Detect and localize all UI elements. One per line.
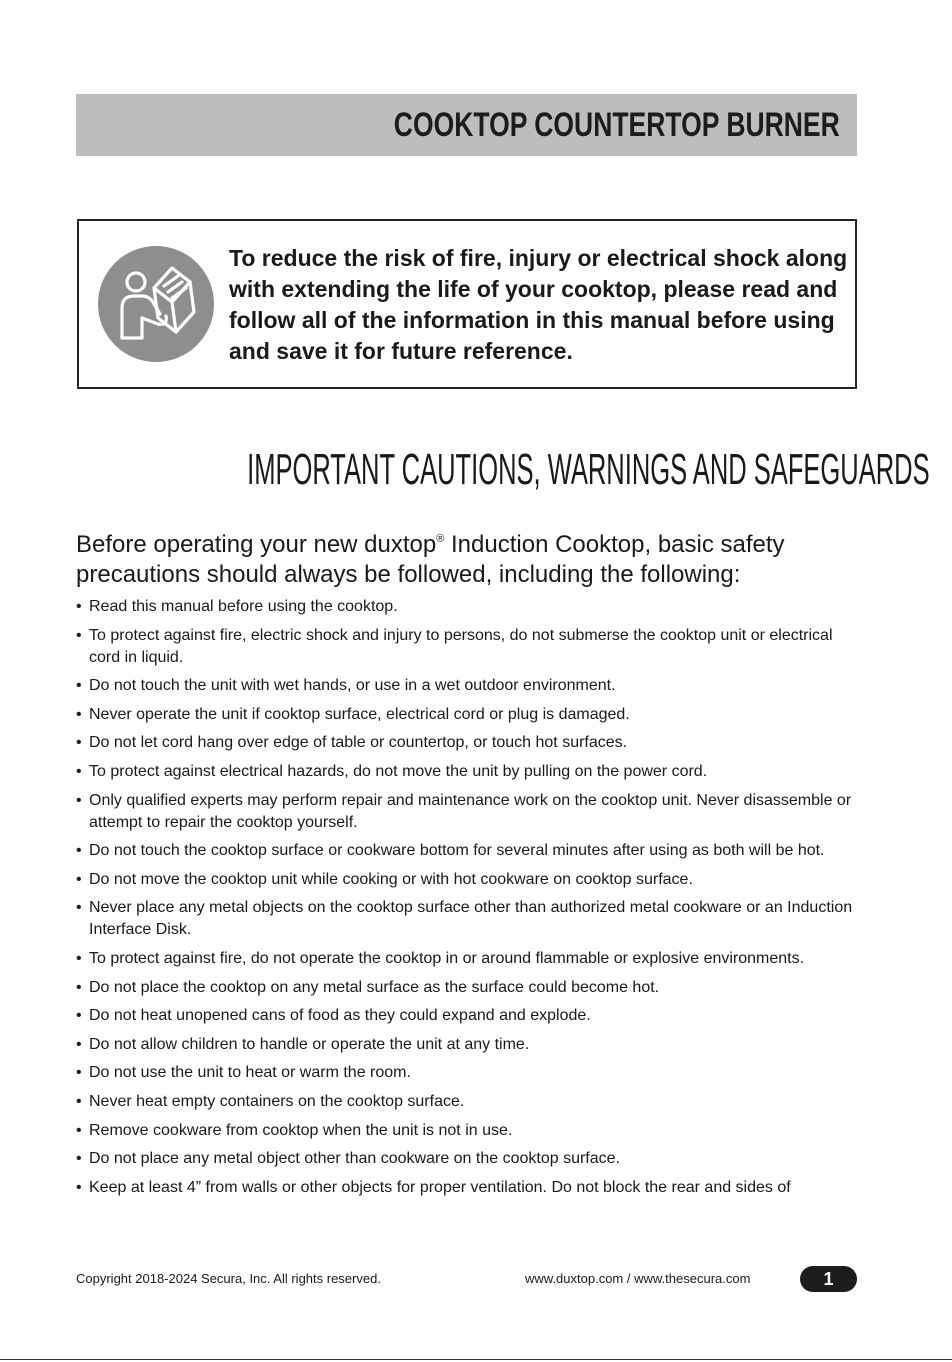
- page-title: COOKTOP COUNTERTOP BURNER: [394, 106, 840, 144]
- list-item: • Only qualified experts may perform repair and maintenance work on the cooktop unit. Never disassemble or attempt to repair the cooktop yourself.: [76, 790, 866, 834]
- safety-bullet-list: [76, 596, 866, 1205]
- list-item: • Never place any metal objects on the cooktop surface other than authorized metal cookware or an Induction Interface Disk.: [76, 897, 866, 941]
- bottom-divider: [0, 1359, 952, 1360]
- list-item: • Do not allow children to handle or operate the unit at any time.: [76, 1034, 866, 1056]
- intro-text-start: Before operating your new duxtop: [76, 531, 437, 558]
- list-item: • Never operate the unit if cooktop surface, electrical cord or plug is damaged.: [76, 704, 866, 726]
- section-heading-text: IMPORTANT CAUTIONS, WARNINGS AND SAFEGUARDS: [247, 445, 930, 494]
- notice-box: [77, 219, 857, 389]
- section-heading: [0, 445, 952, 494]
- list-item: • Remove cookware from cooktop when the unit is not in use.: [76, 1120, 866, 1142]
- page-number-badge: 1: [800, 1266, 857, 1292]
- list-item: • To protect against electrical hazards, do not move the unit by pulling on the power cord.: [76, 761, 866, 783]
- read-manual-icon: [98, 246, 214, 362]
- list-item: • To protect against fire, do not operate the cooktop in or around flammable or explosive environments.: [76, 948, 866, 970]
- list-item: • Do not place any metal object other than cookware on the cooktop surface.: [76, 1148, 866, 1170]
- list-item: • Do not move the cooktop unit while cooking or with hot cookware on cooktop surface.: [76, 869, 866, 891]
- list-item: • Never heat empty containers on the cooktop surface.: [76, 1091, 866, 1113]
- website-links: www.duxtop.com / www.thesecura.com: [525, 1271, 751, 1286]
- header-banner: [76, 94, 857, 156]
- list-item: • To protect against fire, electric shock and injury to persons, do not submerse the cooktop unit or electrical cord in liquid.: [76, 625, 866, 669]
- list-item: • Keep at least 4” from walls or other objects for proper ventilation. Do not block the rear and sides of: [76, 1177, 866, 1199]
- list-item: • Do not use the unit to heat or warm the room.: [76, 1062, 866, 1084]
- list-item: • Do not let cord hang over edge of table or countertop, or touch hot surfaces.: [76, 732, 866, 754]
- copyright-text: Copyright 2018-2024 Secura, Inc. All rights reserved.: [76, 1271, 381, 1286]
- list-item: • Do not heat unopened cans of food as they could expand and explode.: [76, 1005, 866, 1027]
- registered-mark: ®: [436, 533, 445, 545]
- list-item: • Read this manual before using the cooktop.: [76, 596, 866, 618]
- intro-text-end: Induction Cooktop, basic safety precautions should always be followed, including the following:: [76, 531, 785, 588]
- intro-paragraph: [76, 524, 876, 590]
- list-item: • Do not touch the unit with wet hands, or use in a wet outdoor environment.: [76, 675, 866, 697]
- list-item: • Do not place the cooktop on any metal surface as the surface could become hot.: [76, 977, 866, 999]
- notice-text: To reduce the risk of fire, injury or electrical shock along with extending the life of your cooktop, please read and follow all of the information in this manual before using and save it for future reference.: [229, 245, 848, 364]
- list-item: • Do not touch the cooktop surface or cookware bottom for several minutes after using as both will be hot.: [76, 840, 866, 862]
